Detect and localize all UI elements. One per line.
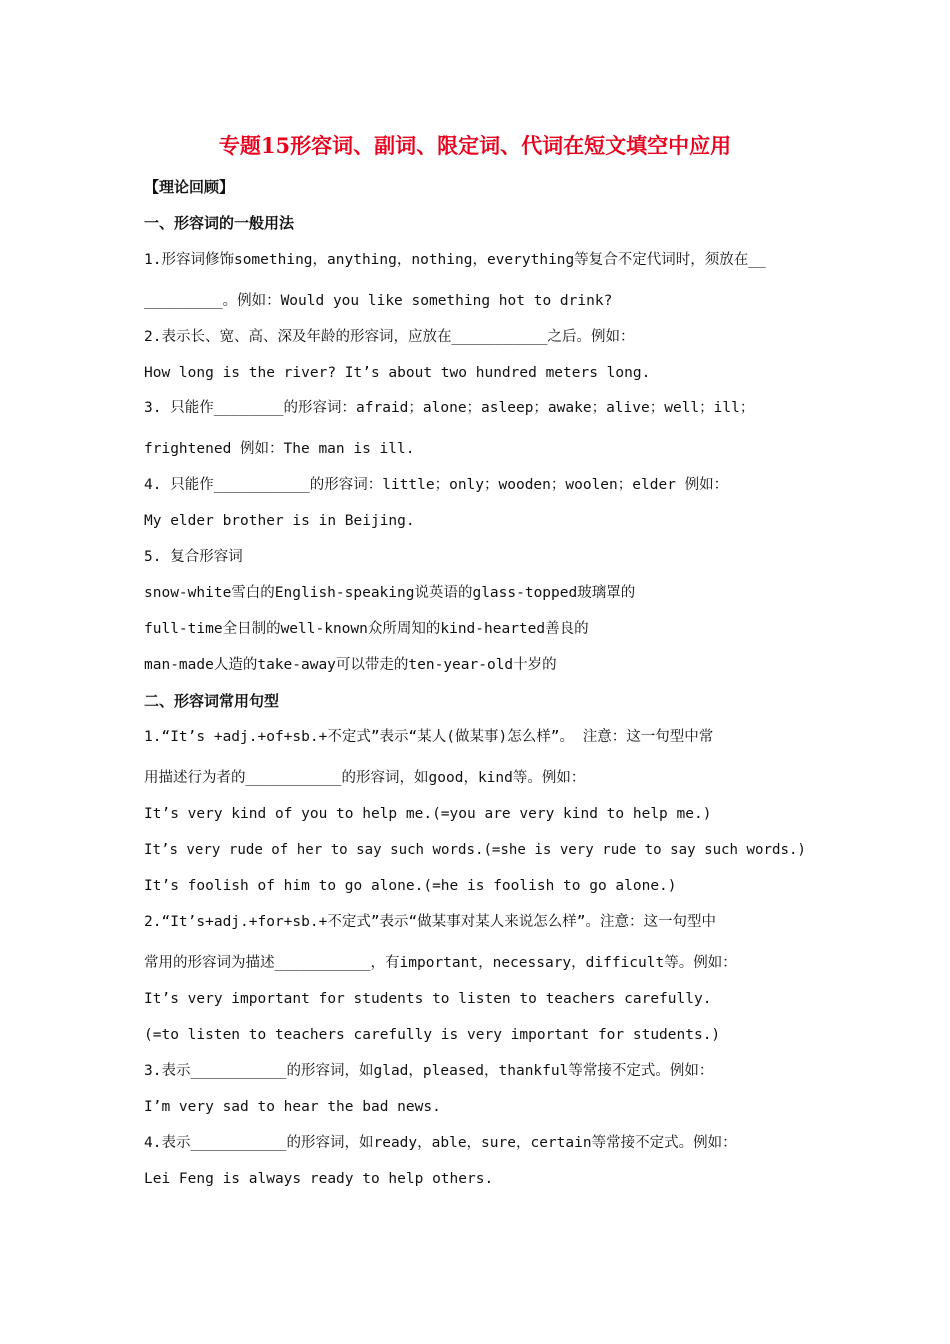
text-line: 3. 只能作________的形容词：afraid；alone；asleep；awake；alive；well；ill；: [144, 400, 755, 416]
section-heading-sentence-patterns: 二、形容词常用句型: [144, 692, 280, 710]
text-line: It’s very important for students to listen to teachers carefully.: [144, 991, 712, 1007]
text-line: (=to listen to teachers carefully is very important for students.): [144, 1027, 721, 1043]
text-line: 用描述行为者的___________的形容词，如good，kind等。例如：: [144, 770, 586, 786]
text-line: 2.表示长、宽、高、深及年龄的形容词，应放在___________之后。例如：: [144, 329, 635, 345]
text-line: 1.形容词修饰something，anything，nothing，everything等复合不定代词时，须放在__: [144, 252, 766, 268]
text-line: My elder brother is in Beijing.: [144, 513, 415, 529]
text-line: Lei Feng is always ready to help others.: [144, 1171, 494, 1187]
section-heading-adjective-usage: 一、形容词的一般用法: [144, 214, 295, 232]
document-title: 专题15形容词、副词、限定词、代词在短文填空中应用: [218, 133, 732, 158]
text-line: 5. 复合形容词: [144, 549, 243, 565]
text-line: frightened 例如：The man is ill.: [144, 441, 415, 457]
text-line: It’s very kind of you to help me.(=you are very kind to help me.): [144, 806, 712, 822]
text-line: 常用的形容词为描述___________，有important，necessary，difficult等。例如：: [144, 955, 737, 971]
text-line: How long is the river? It’s about two hundred meters long.: [144, 365, 651, 381]
text-line: 4.表示___________的形容词，如ready，able，sure，certain等常接不定式。例如：: [144, 1135, 737, 1151]
text-line: _________。例如：Would you like something hot to drink?: [144, 293, 613, 309]
text-line: 2.“It’s+adj.+for+sb.+不定式”表示“做某事对某人来说怎么样”。注意：这一句型中: [144, 914, 717, 930]
text-line: It’s very rude of her to say such words.(=she is very rude to say such words.): [144, 842, 806, 858]
text-line: 1.“It’s +adj.+of+sb.+不定式”表示“某人(做某事)怎么样”。 注意：这一句型中常: [144, 729, 714, 745]
text-line: 3.表示___________的形容词，如glad，pleased，thankful等常接不定式。例如：: [144, 1063, 714, 1079]
text-line: snow-white雪白的English-speaking说英语的glass-topped玻璃罩的: [144, 585, 636, 601]
text-line: man-made人造的take-away可以带走的ten-year-old十岁的: [144, 657, 557, 673]
section-heading-theory-review: 【理论回顾】: [144, 178, 235, 196]
text-line: full-time全日制的well-known众所周知的kind-hearted善良的: [144, 621, 589, 637]
text-line: I’m very sad to hear the bad news.: [144, 1099, 441, 1115]
text-line: 4. 只能作___________的形容词：little；only；wooden；woolen；elder 例如：: [144, 477, 729, 493]
text-line: It’s foolish of him to go alone.(=he is foolish to go alone.): [144, 878, 677, 894]
